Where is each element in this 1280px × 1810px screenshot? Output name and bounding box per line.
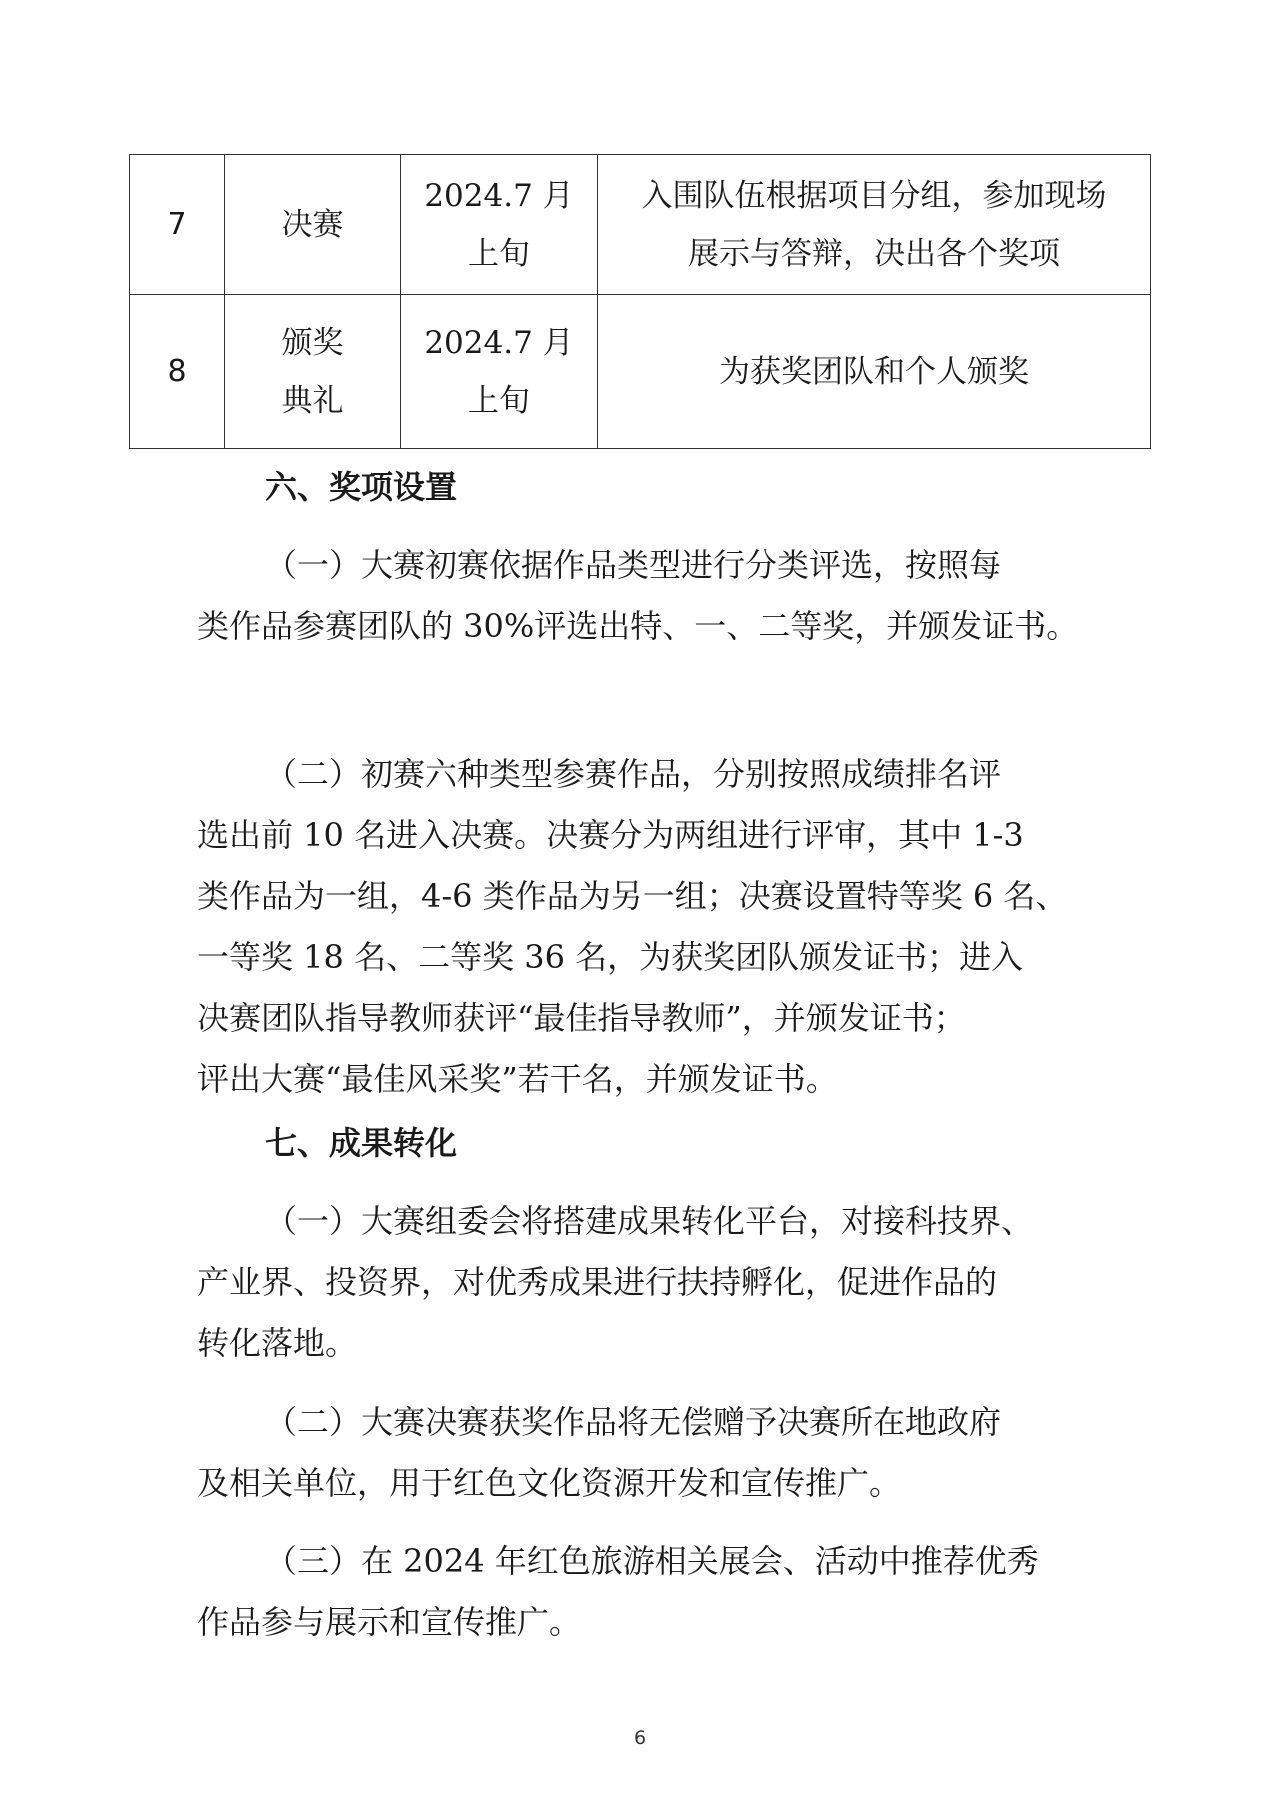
stage-cell: [225, 155, 401, 295]
paragraph-line: 一等奖 18 名、二等奖 36 名，为获奖团队颁发证书；进入: [197, 938, 1024, 976]
row-number: 7: [167, 206, 187, 242]
paragraph-line: 类作品为一组，4-6 类作品为另一组；决赛设置特等奖 6 名、: [197, 877, 1068, 915]
row-number: 8: [167, 353, 187, 389]
paragraph-line: （一）大赛初赛依据作品类型进行分类评选，按照每: [265, 546, 1002, 584]
time-cell: [401, 155, 598, 295]
paragraph-line: （二）大赛决赛获奖作品将无偿赠予决赛所在地政府: [265, 1403, 1002, 1441]
stage-name: 颁奖 典礼: [281, 324, 344, 419]
table-row: [130, 295, 1151, 449]
paragraph-line: （三）在 2024 年红色旅游相关展会、活动中推荐优秀: [265, 1542, 1039, 1580]
paragraph-line: 作品参与展示和宣传推广。: [197, 1603, 582, 1641]
paragraph-results-donation: [197, 1392, 1097, 1514]
stage-time: 2024.7 月 上旬: [424, 177, 574, 272]
paragraph-line: 产业界、投资界，对优秀成果进行扶持孵化，促进作品的: [197, 1263, 998, 1301]
paragraph-line: （一）大赛组委会将搭建成果转化平台，对接科技界、: [265, 1202, 1034, 1240]
stage-cell: [225, 295, 401, 449]
paragraph-line: 评出大赛“最佳风采奖”若干名，并颁发证书。: [197, 1060, 838, 1098]
table-row: [130, 155, 1151, 295]
row-number-cell: [130, 295, 225, 449]
paragraph-line: 决赛团队指导教师获评“最佳指导教师”，并颁发证书；: [197, 999, 966, 1037]
schedule-table: [129, 154, 1151, 449]
time-cell: [401, 295, 598, 449]
paragraph-line: 及相关单位，用于红色文化资源开发和宣传推广。: [197, 1464, 902, 1502]
paragraph-line: （二）初赛六种类型参赛作品，分别按照成绩排名评: [265, 755, 1002, 793]
section-heading-results: 七、成果转化: [265, 1124, 458, 1162]
row-number-cell: [130, 155, 225, 295]
paragraph-results-promotion: [197, 1531, 1097, 1653]
paragraph-line: 转化落地。: [197, 1324, 358, 1362]
paragraph-line: 选出前 10 名进入决赛。决赛分为两组进行评审，其中 1-3: [197, 816, 1024, 854]
paragraph-line: 类作品参赛团队的 30%评选出特、一、二等奖，并颁发证书。: [197, 607, 1079, 645]
paragraph-awards-final: [197, 744, 1097, 1110]
content-cell: [598, 295, 1151, 449]
stage-content: 入围队伍根据项目分组，参加现场 展示与答辩，决出各个奖项: [641, 177, 1107, 272]
paragraph-results-platform: [197, 1191, 1097, 1374]
paragraph-awards-preliminary: [197, 535, 1097, 657]
stage-time: 2024.7 月 上旬: [424, 324, 574, 419]
page-number: 6: [633, 1727, 647, 1749]
stage-name: 决赛: [281, 206, 344, 243]
content-cell: [598, 155, 1151, 295]
stage-content: 为获奖团队和个人颁奖: [719, 353, 1029, 390]
section-heading-awards: 六、奖项设置: [265, 468, 458, 506]
